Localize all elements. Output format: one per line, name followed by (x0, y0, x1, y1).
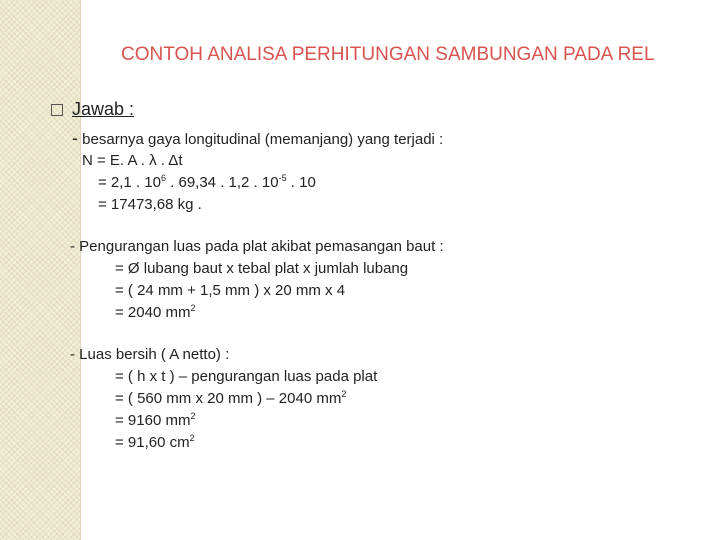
section2-line3-exponent: 2 (190, 303, 196, 313)
section3-line3 (115, 412, 195, 430)
section2-line1: = Ø lubang baut x tebal plat x jumlah lubang (115, 260, 409, 277)
section3-line4-prefix: = 91,60 cm (115, 434, 190, 451)
section2-intro: - Pengurangan luas pada plat akibat pemasangan baut : (70, 238, 444, 255)
section1-intro (72, 129, 443, 149)
section2-line2: = ( 24 mm + 1,5 mm ) x 20 mm x 4 (115, 282, 346, 299)
bullet-box-icon (51, 104, 63, 116)
step1-exponent-2: -5 (278, 173, 287, 183)
section3-intro: - Luas bersih ( A netto) : (70, 346, 230, 363)
side-divider (80, 0, 81, 540)
section3-line4-exponent: 2 (189, 433, 195, 443)
step1-suffix: . 10 (286, 174, 316, 191)
section1-dash: - (72, 128, 78, 148)
section3-line2 (115, 390, 346, 408)
section1-intro-text: besarnya gaya longitudinal (memanjang) yang terjadi : (78, 131, 444, 148)
answer-heading: Jawab : (72, 99, 135, 119)
decorative-side-band (0, 0, 80, 540)
section3-line2-exponent: 2 (341, 389, 347, 399)
step1-exponent-1: 6 (160, 173, 166, 183)
section3-line1: = ( h x t ) – pengurangan luas pada plat (115, 368, 378, 385)
section2-line3-prefix: = 2040 mm (115, 304, 191, 321)
section2-line3 (115, 304, 195, 322)
section3-line2-prefix: = ( 560 mm x 20 mm ) – 2040 mm (115, 390, 342, 407)
section1-formula: N = E. A . λ . Δt (82, 152, 183, 169)
slide-title: CONTOH ANALISA PERHITUNGAN SAMBUNGAN PADA REL (121, 44, 655, 65)
section1-result: = 17473,68 kg . (98, 196, 202, 213)
section3-line4 (115, 434, 195, 452)
section1-step1 (98, 174, 316, 192)
step1-prefix: = 2,1 . 10 (98, 174, 161, 191)
section3-line3-prefix: = 9160 mm (115, 412, 191, 429)
step1-mid: . 69,34 . 1,2 . 10 (165, 174, 279, 191)
section3-line3-exponent: 2 (190, 411, 196, 421)
